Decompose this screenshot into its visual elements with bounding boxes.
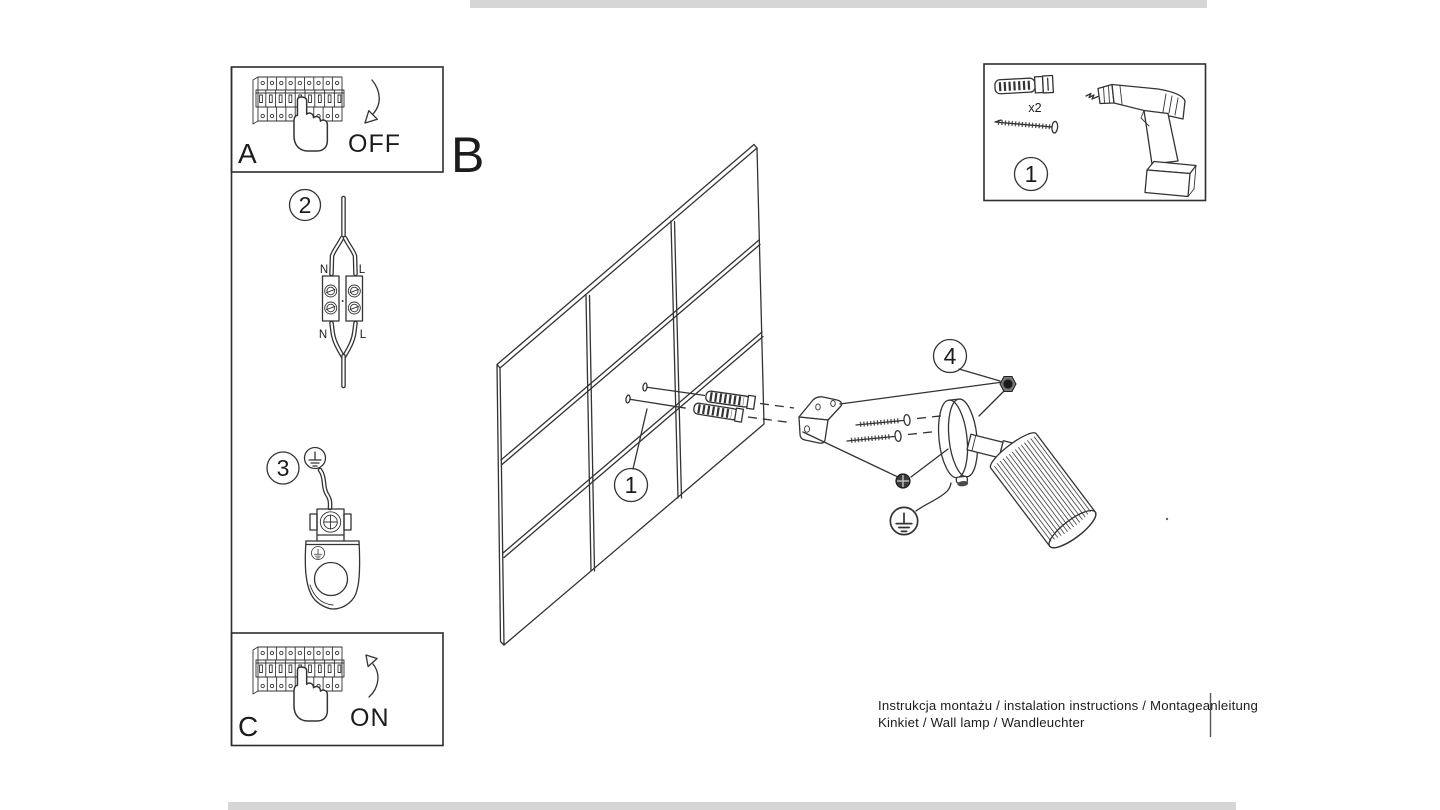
anchor-qty-label: x2: [1028, 101, 1042, 115]
panel-c: [232, 633, 444, 746]
ground-symbol-icon: [305, 448, 326, 469]
wire-label-n-top: N: [319, 264, 329, 276]
svg-text:2: 2: [298, 192, 312, 218]
anchor-part-icon: [995, 75, 1054, 95]
earth-terminal: [310, 509, 351, 535]
svg-text:1: 1: [624, 472, 638, 498]
ground-symbol-icon: [890, 507, 917, 534]
scan-artifact-bottom: [228, 802, 1236, 810]
svg-text:3: 3: [276, 455, 290, 481]
wall-bracket: [799, 397, 842, 443]
drill-icon: [1086, 85, 1196, 197]
pointing-hand-icon: [294, 97, 327, 151]
speck: [1166, 518, 1168, 520]
step-callout-3: [267, 452, 299, 484]
svg-text:4: 4: [943, 343, 957, 369]
step-2-wiring-diagram: [290, 190, 367, 387]
off-arrow-icon: [365, 80, 379, 123]
svg-text:1: 1: [1024, 161, 1038, 187]
fixing-screw: [856, 414, 945, 425]
panel-a-state: OFF: [348, 130, 401, 158]
step-3-earth-diagram: [267, 448, 360, 610]
panel-c-state: ON: [350, 704, 390, 732]
wall-panel: [497, 145, 764, 646]
footer-text: [878, 698, 1258, 730]
footer-line-2: Kinkiet / Wall lamp / Wandleuchter: [878, 715, 1085, 730]
mounting-plate: [305, 535, 359, 609]
panel-c-label: C: [238, 711, 259, 742]
parts-panel: [984, 64, 1206, 201]
fixing-screw: [847, 430, 936, 441]
section-b-label: B: [451, 127, 485, 183]
terminal-block: [323, 276, 363, 321]
canopy-screw: [896, 474, 910, 488]
step-callout-2: [290, 190, 321, 221]
panel-a-label: A: [238, 138, 257, 169]
step-callout-1-parts: [1015, 158, 1048, 191]
scan-artifact-top: [470, 0, 1207, 8]
step-callout-4: [934, 340, 1001, 382]
panel-a: [232, 67, 444, 172]
lock-screw: [1000, 377, 1016, 392]
wire-label-l-top: L: [358, 264, 366, 276]
footer-line-1: Instrukcja montażu / instalation instructions / Montageanleitung: [878, 698, 1259, 713]
screw-part-icon: [994, 116, 1058, 133]
on-arrow-icon: [366, 655, 378, 697]
wire-label-l-bottom: L: [359, 329, 367, 341]
wire-label-n-bottom: N: [318, 329, 328, 341]
pointing-hand-icon: [294, 667, 327, 721]
